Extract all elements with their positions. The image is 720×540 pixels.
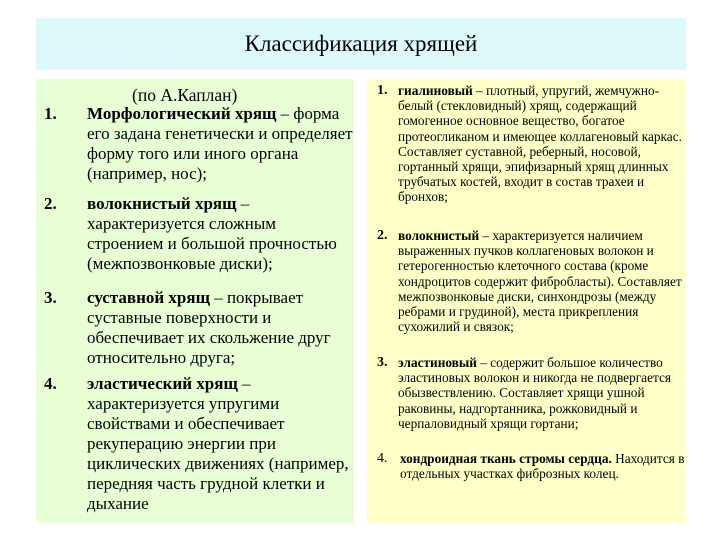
item-text <box>87 374 353 514</box>
item-term: эластический хрящ <box>87 374 238 393</box>
item-description: – характеризуется наличием выраженных пучков коллагеновых волокон и гетерогенностью клеточного состава (кроме хондроцитов содержит фибробласты). Составляет межпозвонковые диски, синхондрозы (между ребрами и грудиной), места прикрепления сухожилий и связок; <box>398 228 682 335</box>
item-text <box>87 104 353 184</box>
left-panel <box>36 79 354 523</box>
left-subtitle: (по А.Каплан) <box>132 85 238 105</box>
item-description: – покрывает суставные поверхности и обеспечивает их скольжение друг относительно друга; <box>87 288 331 367</box>
item-number: 2. <box>377 228 388 243</box>
item-description: – содержит большое количество эластиновых волокон и никогда не подвергается обызвествлению. Составляет хрящи ушной раковины, надгортанника, рожковидный и черпаловидный хрящи гортани; <box>398 355 671 431</box>
slide-title: Классификация хрящей <box>244 31 478 56</box>
item-number: 2. <box>44 194 57 213</box>
item-description: – плотный, упругий, жемчужно-белый (стекловидный) хрящ, содержащий гомогенное основное вещество, богатое протеогликаном и имеющее коллагеновый каркас. Составляет суставной, реберный, носовой, гортанный хрящи, эпифизарный хрящ длинных трубчатых костей, входит в состав трахеи и бронхов; <box>398 83 682 205</box>
item-term: волокнистый <box>398 228 480 243</box>
item-number: 1. <box>377 83 388 98</box>
item-description: Находится в отдельных участках фиброзных колец. <box>400 451 685 482</box>
item-number: 3. <box>44 288 57 307</box>
item-text <box>398 355 684 431</box>
item-text <box>87 194 353 274</box>
item-term: гиалиновый <box>398 83 473 98</box>
item-term: суставной хрящ <box>87 288 210 307</box>
item-text <box>398 83 684 205</box>
right-panel <box>367 79 686 523</box>
item-text <box>400 451 686 481</box>
item-number: 3. <box>377 355 388 370</box>
item-term: волокнистый хрящ <box>87 194 237 213</box>
item-term: хондроидная ткань стромы сердца. <box>400 451 612 466</box>
item-number: 4. <box>44 374 57 393</box>
item-term: Морфологический хрящ <box>87 104 277 123</box>
item-term: эластиновый <box>398 355 477 370</box>
item-number: 1. <box>44 104 57 123</box>
item-description: – форма его задана генетически и определяет форму того или иного органа (например, нос); <box>87 104 353 183</box>
item-text <box>87 288 353 368</box>
item-description: – характеризуется сложным строением и большой прочностью (межпозвонковые диски); <box>87 194 337 273</box>
item-number: 4. <box>377 451 388 466</box>
item-description: – характеризуется упругими свойствами и обеспечивает рекуперацию энергии при циклических движениях (например, передняя часть грудной клетки и дыхание <box>87 374 349 513</box>
slide-title-box <box>36 18 686 70</box>
item-text <box>398 228 684 334</box>
